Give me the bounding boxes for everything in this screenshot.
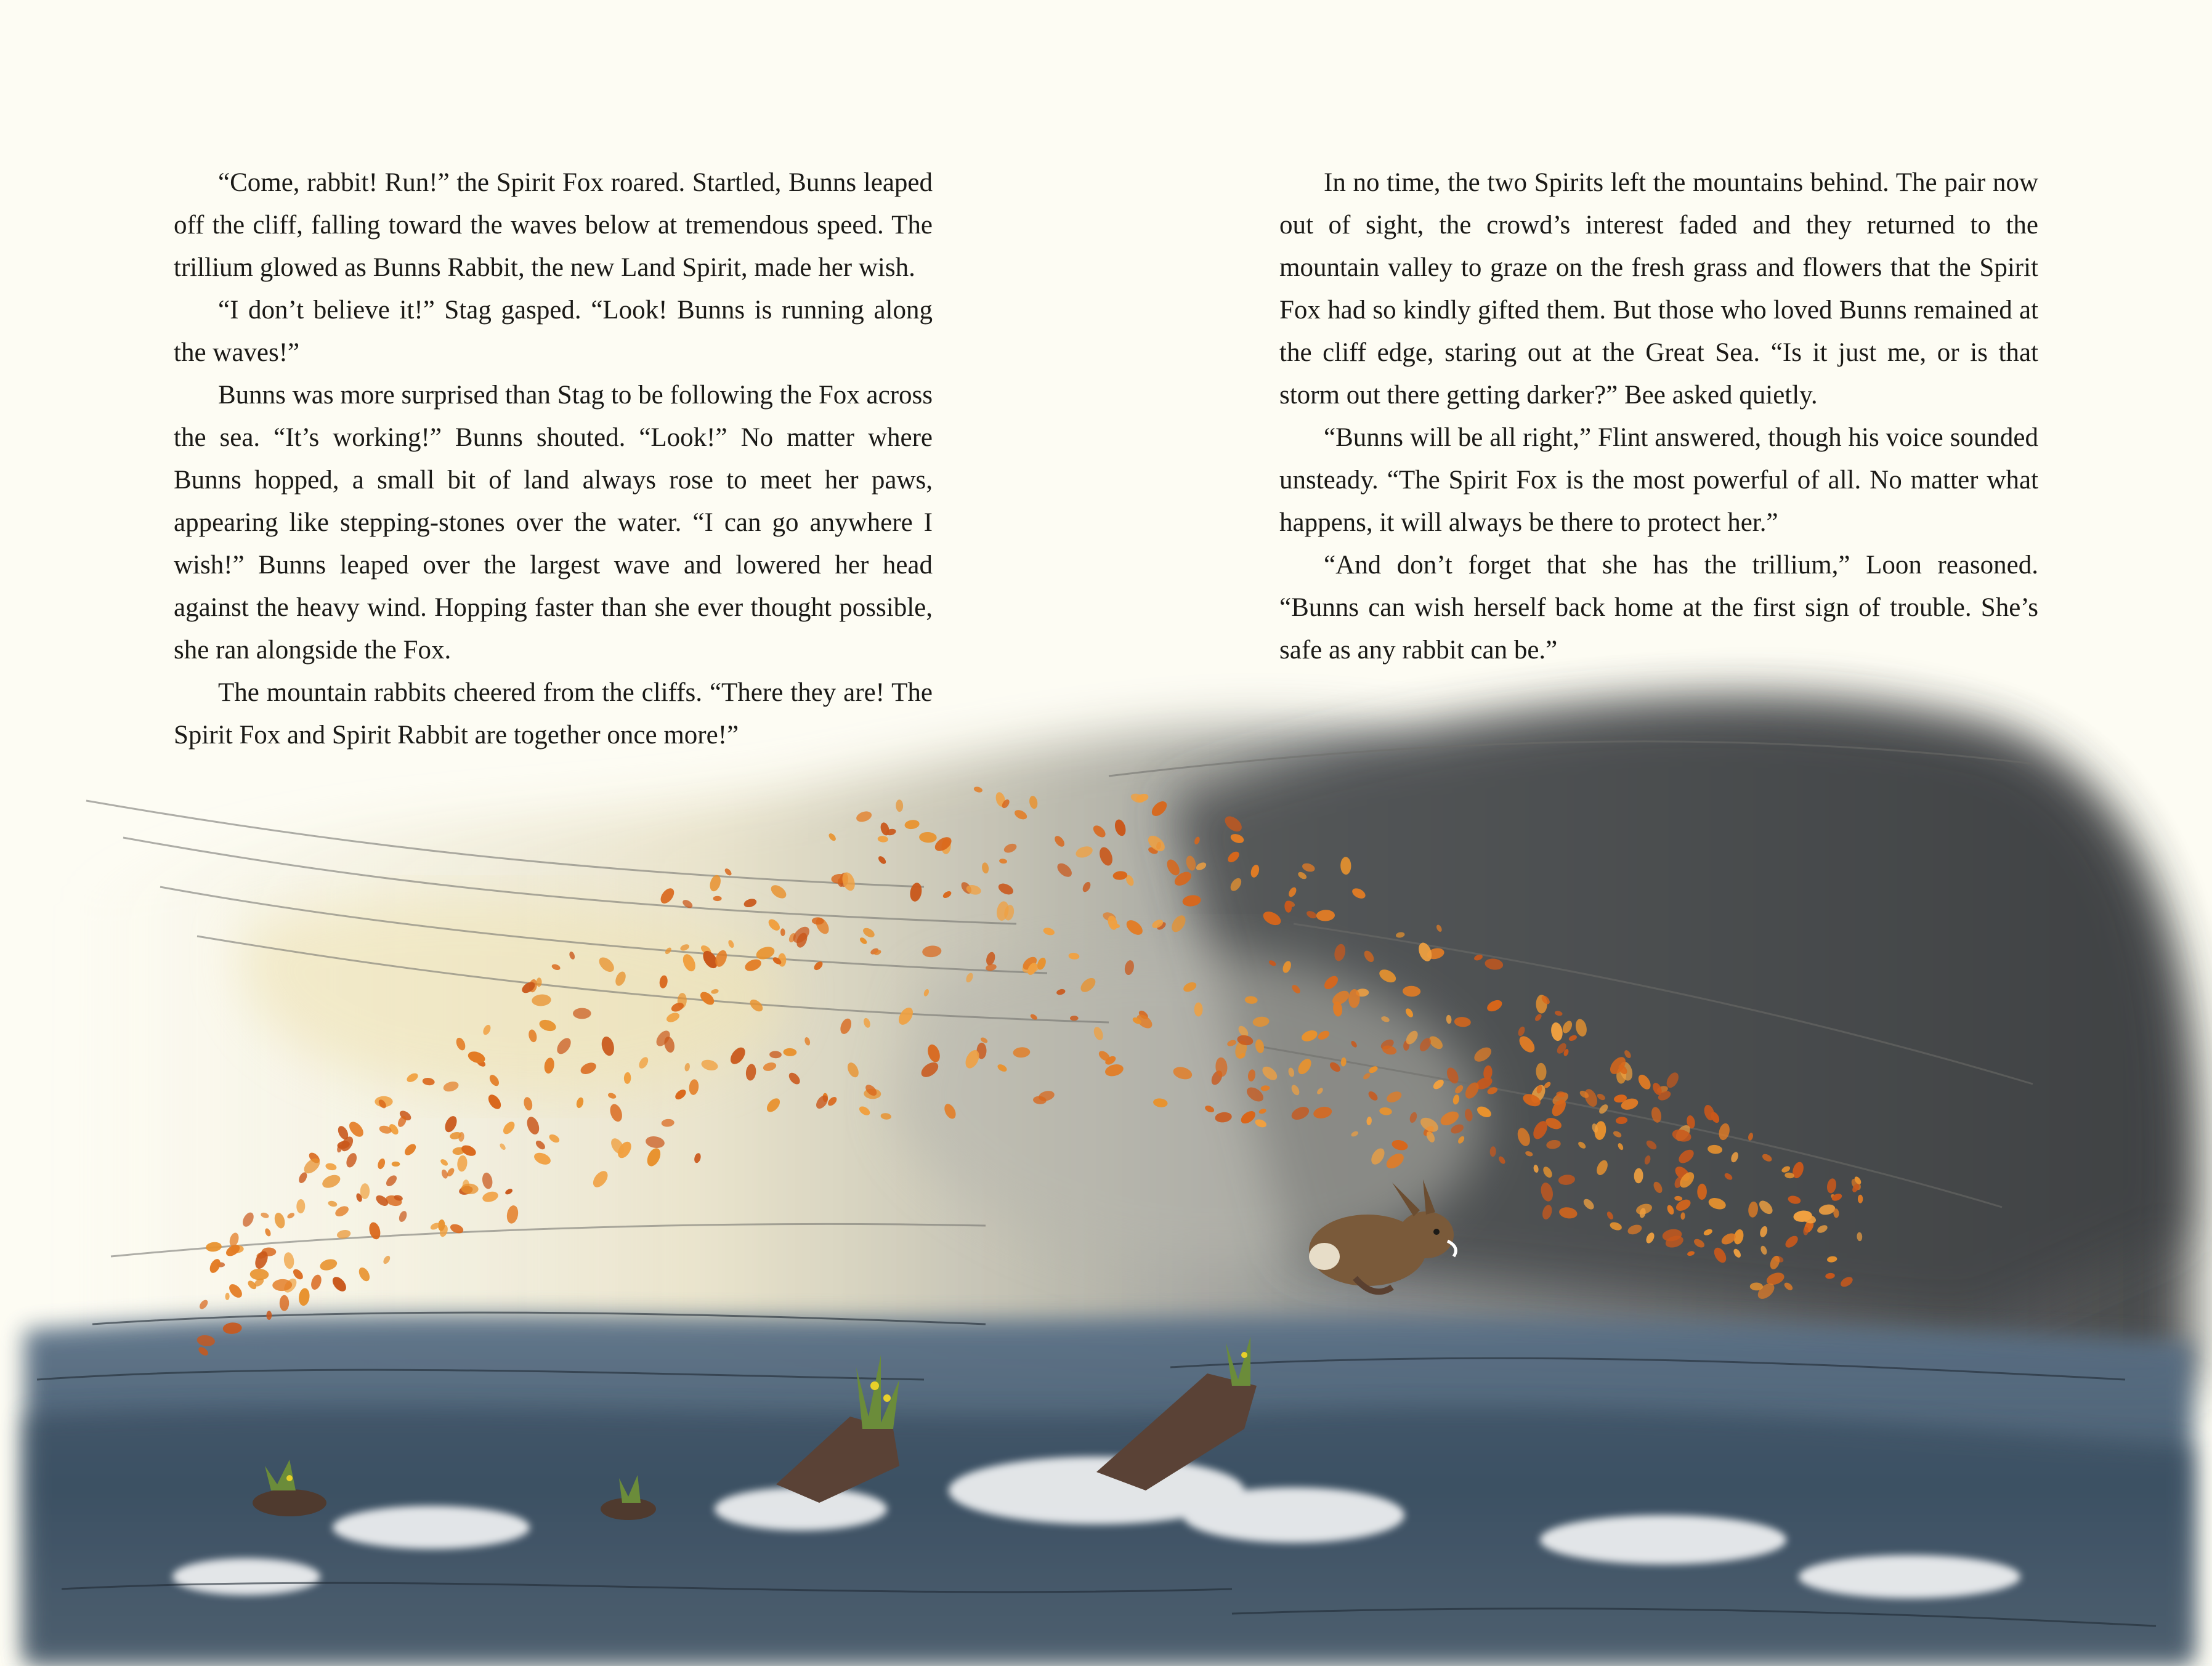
left-paragraph: The mountain rabbits cheered from the cliffs. “There they are! The Spirit Fox and Spirit Rabbit are together once more!” — [174, 678, 933, 750]
left-paragraph: “Come, rabbit! Run!” the Spirit Fox roared. Startled, Bunns leaped off the cliff, falling toward the waves below at tremendous speed. The trillium glowed as Bunns Rabbit, the new Land Spirit, made her wish. — [174, 168, 933, 282]
right-paragraph: In no time, the two Spirits left the mountains behind. The pair now out of sight, the crowd’s interest faded and they returned to the mountain valley to graze on the fresh grass and flowers that the Spirit Fox had so kindly gifted them. But those who loved Bunns remained at the cliff edge, staring out at the Great Sea. “Is it just me, or is that storm out there getting darker?” Bee asked quietly. — [1279, 168, 2038, 410]
swarm-leaf — [713, 896, 722, 901]
right-page-text — [1279, 161, 2038, 671]
left-page-text — [174, 161, 933, 756]
swarm-leaf — [573, 1008, 591, 1019]
storm-cloud — [62, 701, 2193, 1386]
sea-waves — [25, 1312, 2193, 1663]
left-paragraph: Bunns was more surprised than Stag to be following the Fox across the sea. “It’s working!” Bunns shouted. “Look!” No matter where Bunns hopped, a small bit of land always rose to meet her paws, appearing like stepping-stones over the water. “I can go anywhere I wish!” Bunns leaped over the largest wave and lowered her head against the heavy wind. Hopping faster than she ever thought possible, she ran alongside the Fox. — [174, 381, 933, 665]
swarm-leaf — [1858, 1195, 1863, 1203]
swarm-leaf — [1194, 1003, 1203, 1017]
right-paragraph: “And don’t forget that she has the trillium,” Loon reasoned. “Bunns can wish herself back home at the first sign of trouble. She’s safe as any rabbit can be.” — [1279, 551, 2038, 665]
swarm-leaf — [280, 1295, 289, 1311]
left-paragraph: “I don’t believe it!” Stag gasped. “Look! Bunns is running along the waves!” — [174, 296, 933, 367]
right-paragraph: “Bunns will be all right,” Flint answered, though his voice sounded unsteady. “The Spirit Fox is the most powerful of all. No matter what happens, it will always be there to protect her.” — [1279, 423, 2038, 537]
